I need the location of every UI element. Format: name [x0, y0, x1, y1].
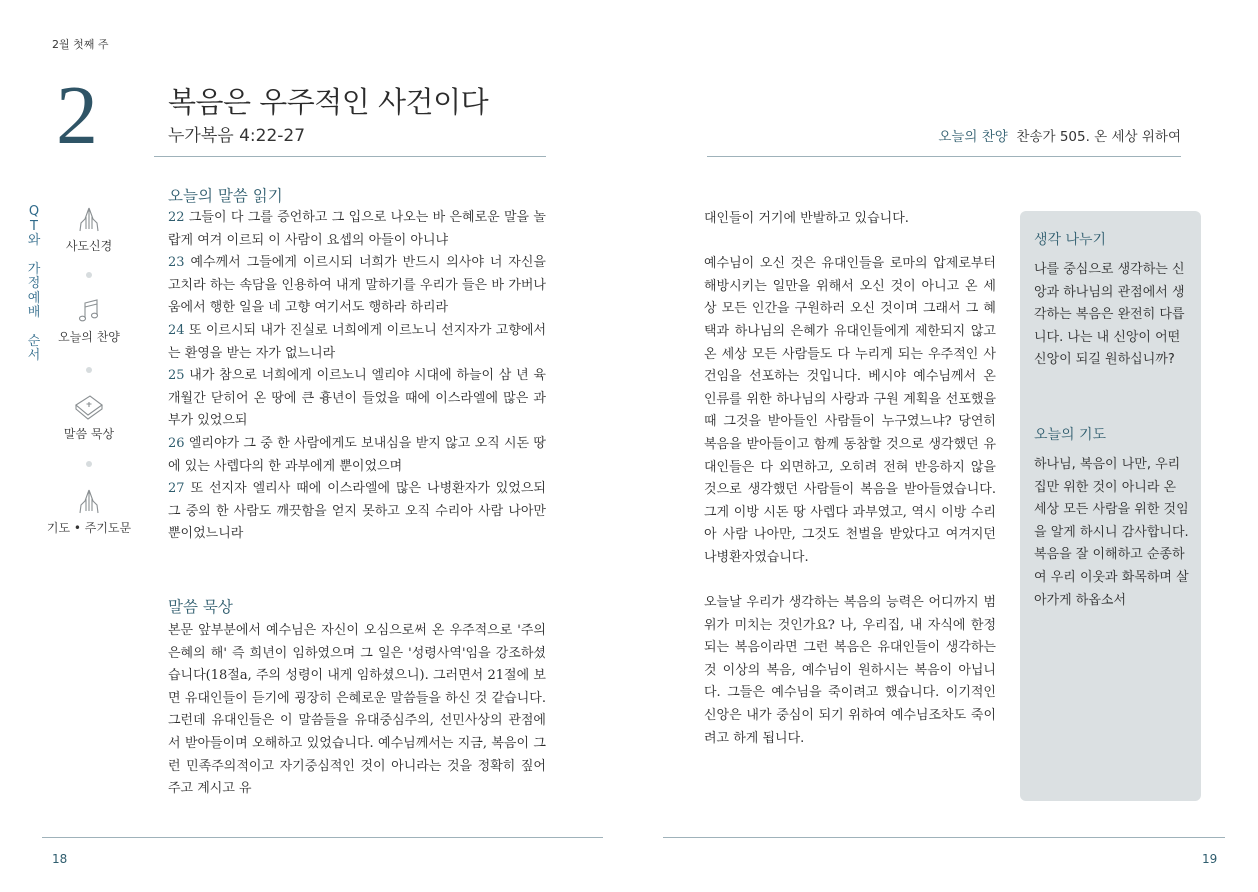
- verse-number: 26: [168, 435, 185, 451]
- verse: 25 내가 참으로 너희에게 이르노니 엘리야 시대에 하늘이 삼 년 육 개월간 닫히어 온 땅에 큰 흉년이 들었을 때에 이스라엘에 많은 과부가 있었으되: [168, 368, 546, 429]
- sidebar-dot: [86, 461, 92, 467]
- verse-number: 25: [168, 368, 185, 384]
- praise-label: 오늘의 찬양: [938, 129, 1008, 145]
- sidebar-item-todays-praise: 오늘의 찬양: [39, 298, 139, 345]
- vertical-section-label: Q T 와 가 정 예 배 순 서: [27, 204, 41, 363]
- sidebar-dot: [86, 272, 92, 278]
- paragraph: 예수님이 오신 것은 유대인들을 로마의 압제로부터 해방시키는 일만을 위해서 오신 것이 아니고 온 세상 모든 인간을 구원하러 오신 것이며 그래서 그 혜택과 하나님의 은혜가 유대인들에게 제한되지 않고 온 세상 모든 사람들도 다 누리게 되는 우주적인 사건임을 선포하는 것입니다. 베시야 예수님께서 온 인류를 위한 하나님의 사랑과 구원 계획을 선포했을 때 그것을 받아들인 사람들이 누구였느냐? 당연히 복음을 받아들이고 함께 동참할 것으로 생각했던 유대인들은 다 외면하고, 오히려 전혀 반응하지 않을 것으로 생각했던 사람들이 복음을 받아들였습니다. 그게 이방 시돈 땅 사렙다 과부였고, 역시 이방 수리아 사람 나아만, 그것도 천벌을 받았다고 여겨지던 나병환자였습니다.: [704, 256, 996, 565]
- verse-number: 24: [168, 322, 185, 338]
- meditation-text: 본문 앞부분에서 예수님은 자신이 오심으로써 온 우주적으로 '주의 은혜의 해' 즉 희년이 임하였으며 그 일은 '성령사역'임을 강조하셨습니다(18절a, 주의 성령이 내게 임하셨으니). 그러면서 21절에 보면 유대인들이 듣기에 굉장히 은혜로운 말씀들을 하신 것 같습니다. 그런데 유대인들은 이 말씀들을 유대중심주의, 선민사상의 관점에서 받아들이며 오해하고 있었습니다. 예수님께서는 지금, 복음이 그런 민족주의적이고 자기중심적인 것이 아니라는 것을 정확히 짚어주고 계시고 유: [168, 623, 546, 797]
- page-number: 18: [52, 852, 68, 866]
- sharing-text: 나를 중심으로 생각하는 신앙과 하나님의 관점에서 생각하는 복음은 완전히 다릅니다. 나는 내 신앙이 어떤 신앙이 되길 원하십니까?: [1034, 262, 1185, 368]
- verse: 22 그들이 다 그를 증언하고 그 입으로 나오는 바 은혜로운 말을 놀랍게 여겨 이르되 이 사람이 요셉의 아들이 아니냐: [168, 210, 546, 248]
- sidebar-item-meditation: 말씀 묵상: [39, 393, 139, 442]
- prayer-heading: 오늘의 기도: [1034, 427, 1107, 443]
- meditation-continued: [704, 208, 996, 750]
- page-title: 복음은 우주적인 사건이다: [168, 85, 489, 119]
- praise-divider: [707, 156, 1181, 157]
- meditation-heading: 말씀 묵상: [168, 598, 233, 616]
- paragraph: 오늘날 우리가 생각하는 복음의 능력은 어디까지 범위가 미치는 것인가요? 나, 우리집, 내 자식에 한정되는 복음이라면 그런 복음은 유대인들이 생각하는 것 이상의 복음, 예수님이 원하시는 복음이 아닙니다. 그들은 예수님을 죽이려고 했습니다. 이기적인 신앙은 내가 중심이 되기 위하여 예수님조차도 죽이려고 하게 됩니다.: [704, 595, 996, 746]
- verse: 26 엘리야가 그 중 한 사람에게도 보내심을 받지 않고 오직 시돈 땅에 있는 사렙다의 한 과부에게 뿐이었으며: [168, 435, 546, 474]
- prayer-text: 하나님, 복음이 나만, 우리집만 위한 것이 아니라 온 세상 모든 사람을 위한 것임을 알게 하시니 감사합니다. 복음을 잘 이해하고 순종하여 우리 이웃과 화목하며 살아가게 하옵소서: [1034, 457, 1189, 608]
- praise-song: 찬송가 505. 온 세상 위하여: [1016, 129, 1181, 145]
- music-note-icon: [77, 298, 101, 324]
- page-number: 19: [1202, 852, 1218, 866]
- week-label: 2월 첫째 주: [52, 38, 109, 51]
- scripture-passage: [168, 207, 546, 546]
- scripture-reference: 누가복음 4:22-27: [168, 126, 306, 146]
- day-number: 2: [56, 69, 98, 162]
- footer-divider: [663, 837, 1225, 838]
- sidebar-item-prayer: 기도 • 주기도문: [39, 487, 139, 536]
- verse: 24 또 이르시되 내가 진실로 너희에게 이르노니 선지자가 고향에서는 환영을 받는 자가 없느니라: [168, 322, 546, 361]
- paragraph: 대인들이 거기에 반발하고 있습니다.: [704, 211, 909, 226]
- verse: 27 또 선지자 엘리사 때에 이스라엘에 많은 나병환자가 있었으되 그 중의 한 사람도 깨끗함을 얻지 못하고 오직 수리아 사람 나아만뿐이었느니라: [168, 481, 546, 542]
- praying-hands-icon: [76, 205, 102, 233]
- sidebar-item-apostles-creed: 사도신경: [39, 205, 139, 254]
- sidebar-dot: [86, 367, 92, 373]
- bible-icon: [73, 393, 105, 421]
- praise-line: [938, 125, 1181, 145]
- praying-hands-icon: [76, 487, 102, 515]
- title-divider: [154, 156, 546, 157]
- verse-number: 23: [168, 255, 185, 271]
- footer-divider: [42, 837, 603, 838]
- verse: 23 예수께서 그들에게 이르시되 너희가 반드시 의사야 너 자신을 고치라 하는 속담을 인용하여 내게 말하기를 우리가 들은 바 가버나움에서 행한 일을 네 고향 여기서도 행하라 하리라: [168, 255, 546, 316]
- reflection-box: [1020, 211, 1201, 801]
- reading-heading: 오늘의 말씀 읽기: [168, 187, 283, 205]
- verse-number: 27: [168, 481, 185, 497]
- verse-number: 22: [168, 210, 185, 225]
- sharing-heading: 생각 나누기: [1034, 232, 1107, 248]
